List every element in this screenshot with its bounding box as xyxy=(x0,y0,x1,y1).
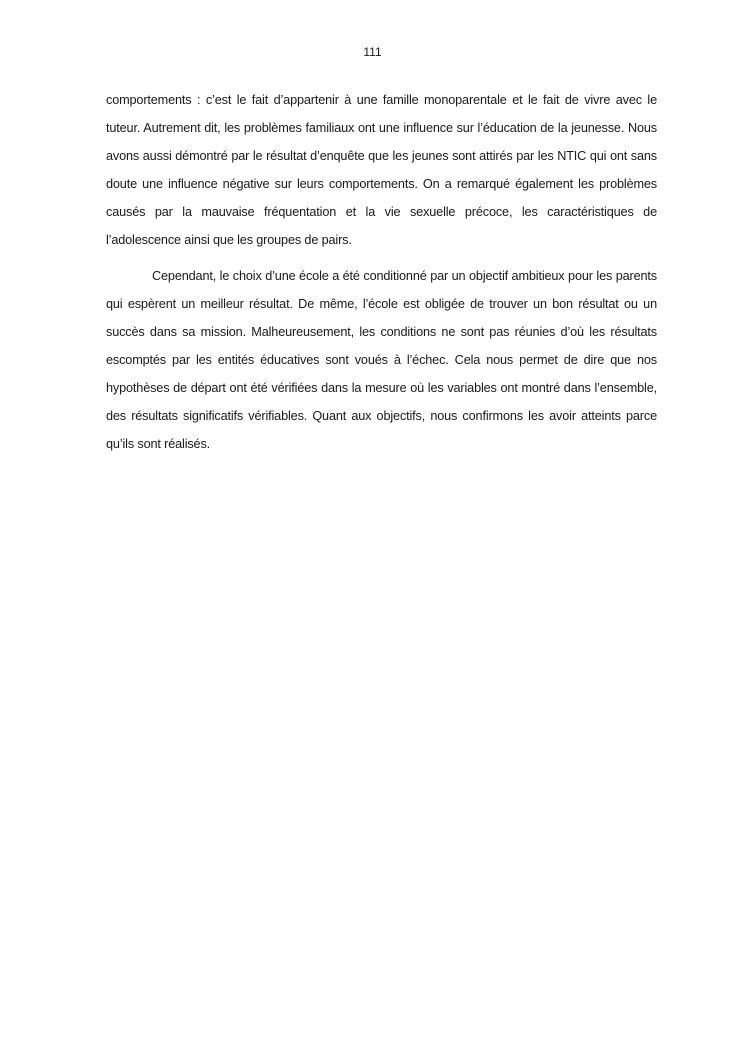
body-text xyxy=(106,87,657,459)
page-number: 111 xyxy=(363,45,382,59)
paragraph-continuation: comportements : c’est le fait d’appartenir à une famille monoparentale et le fait de vivre avec le tuteur. Autrement dit, les problèmes familiaux ont une influence sur l’éducation de la jeunesse. Nous avons aussi démontré par le résultat d’enquête que les jeunes sont attirés par les NTIC qui ont sans doute une influence négative sur leurs comportements. On a remarqué également les problèmes causés par la mauvaise fréquentation et la vie sexuelle précoce, les caractéristiques de l’adolescence ainsi que les groupes de pairs. xyxy=(106,93,657,247)
paragraph-conclusion: Cependant, le choix d’une école a été conditionné par un objectif ambitieux pour les parents qui espèrent un meilleur résultat. De même, l’école est obligée de trouver un bon résultat ou un succès dans sa mission. Malheureusement, les conditions ne sont pas réunies d’où les résultats escomptés par les entités éducatives sont voués à l’échec. Cela nous permet de dire que nos hypothèses de départ ont été vérifiées dans la mesure où les variables ont montré dans l’ensemble, des résultats significatifs vérifiables. Quant aux objectifs, nous confirmons les avoir atteints parce qu’ils sont réalisés. xyxy=(106,269,657,451)
